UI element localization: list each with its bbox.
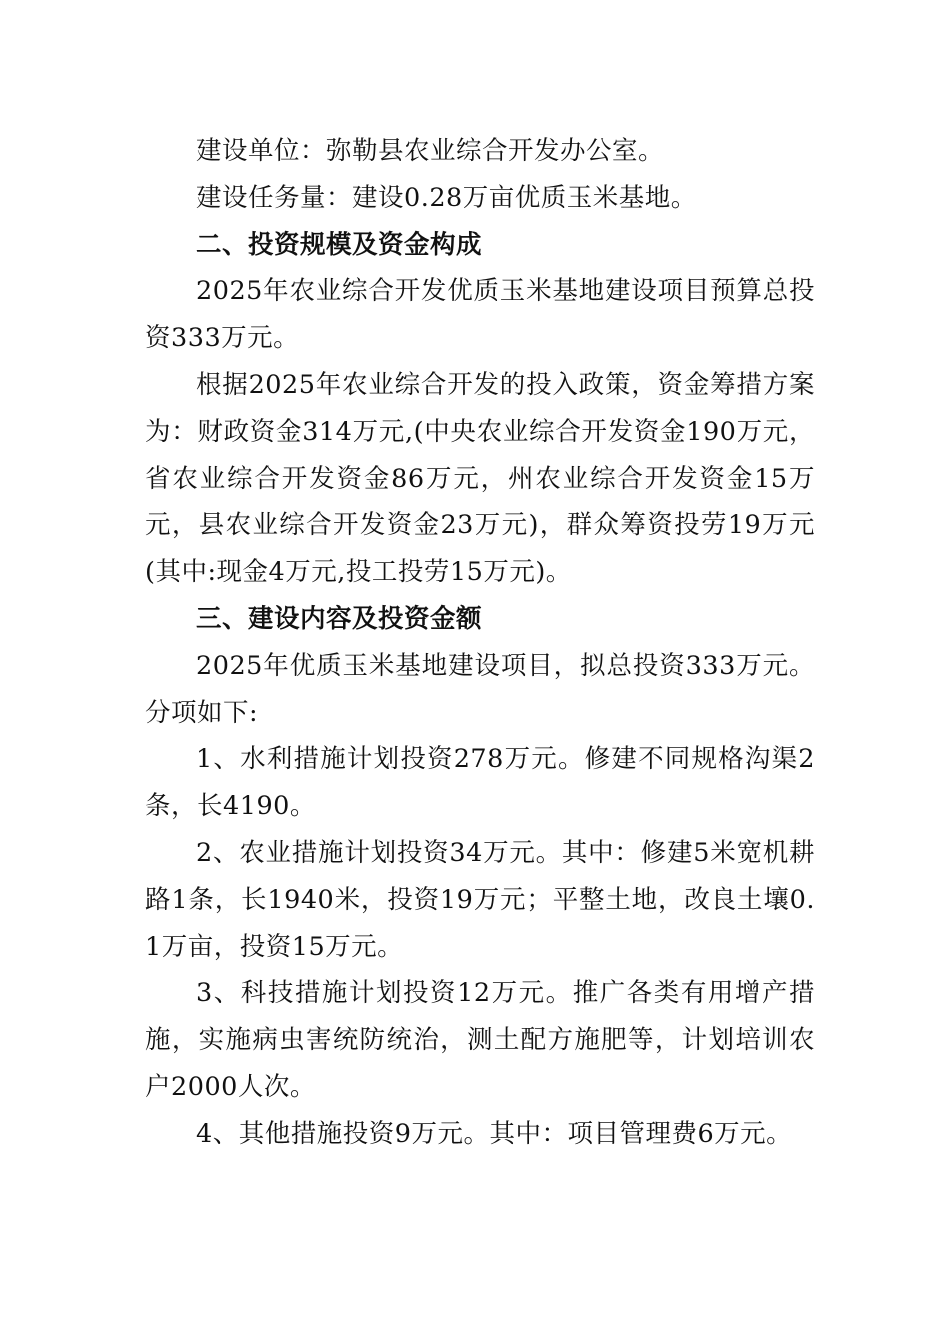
paragraph-total-budget: 2025年农业综合开发优质玉米基地建设项目预算总投资333万元。	[145, 276, 815, 354]
paragraph-funding-plan: 根据2025年农业综合开发的投入政策，资金筹措方案为：财政资金314万元,(中央农业综合开发资金190万元，省农业综合开发资金86万元，州农业综合开发资金15万元，县农业综合开发资金23万元)，群众筹资投劳19万元(其中:现金4万元,投工投劳15万元)。	[145, 369, 815, 588]
section-heading-construction-content: 三、建设内容及投资金额	[196, 603, 483, 634]
paragraph-item-other: 4、其他措施投资9万元。其中：项目管理费6万元。	[196, 1118, 793, 1149]
paragraph-item-agriculture: 2、农业措施计划投资34万元。其中：修建5米宽机耕路1条，长1940米，投资19万元；平整土地，改良土壤0.1万亩，投资15万元。	[145, 837, 815, 962]
document-page	[145, 128, 815, 1158]
paragraph-project-total: 2025年优质玉米基地建设项目，拟总投资333万元。分项如下:	[145, 650, 815, 728]
paragraph-item-water: 1、水利措施计划投资278万元。修建不同规格沟渠2条，长4190。	[145, 744, 815, 822]
paragraph-item-technology: 3、科技措施计划投资12万元。推广各类有用增产措施，实施病虫害统防统治，测土配方施肥等，计划培训农户2000人次。	[145, 978, 815, 1102]
paragraph-construction-unit: 建设单位：弥勒县农业综合开发办公室。	[196, 136, 665, 166]
section-heading-investment-scale: 二、投资规模及资金构成	[196, 229, 483, 260]
paragraph-construction-task: 建设任务量：建设0.28万亩优质玉米基地。	[196, 182, 697, 213]
